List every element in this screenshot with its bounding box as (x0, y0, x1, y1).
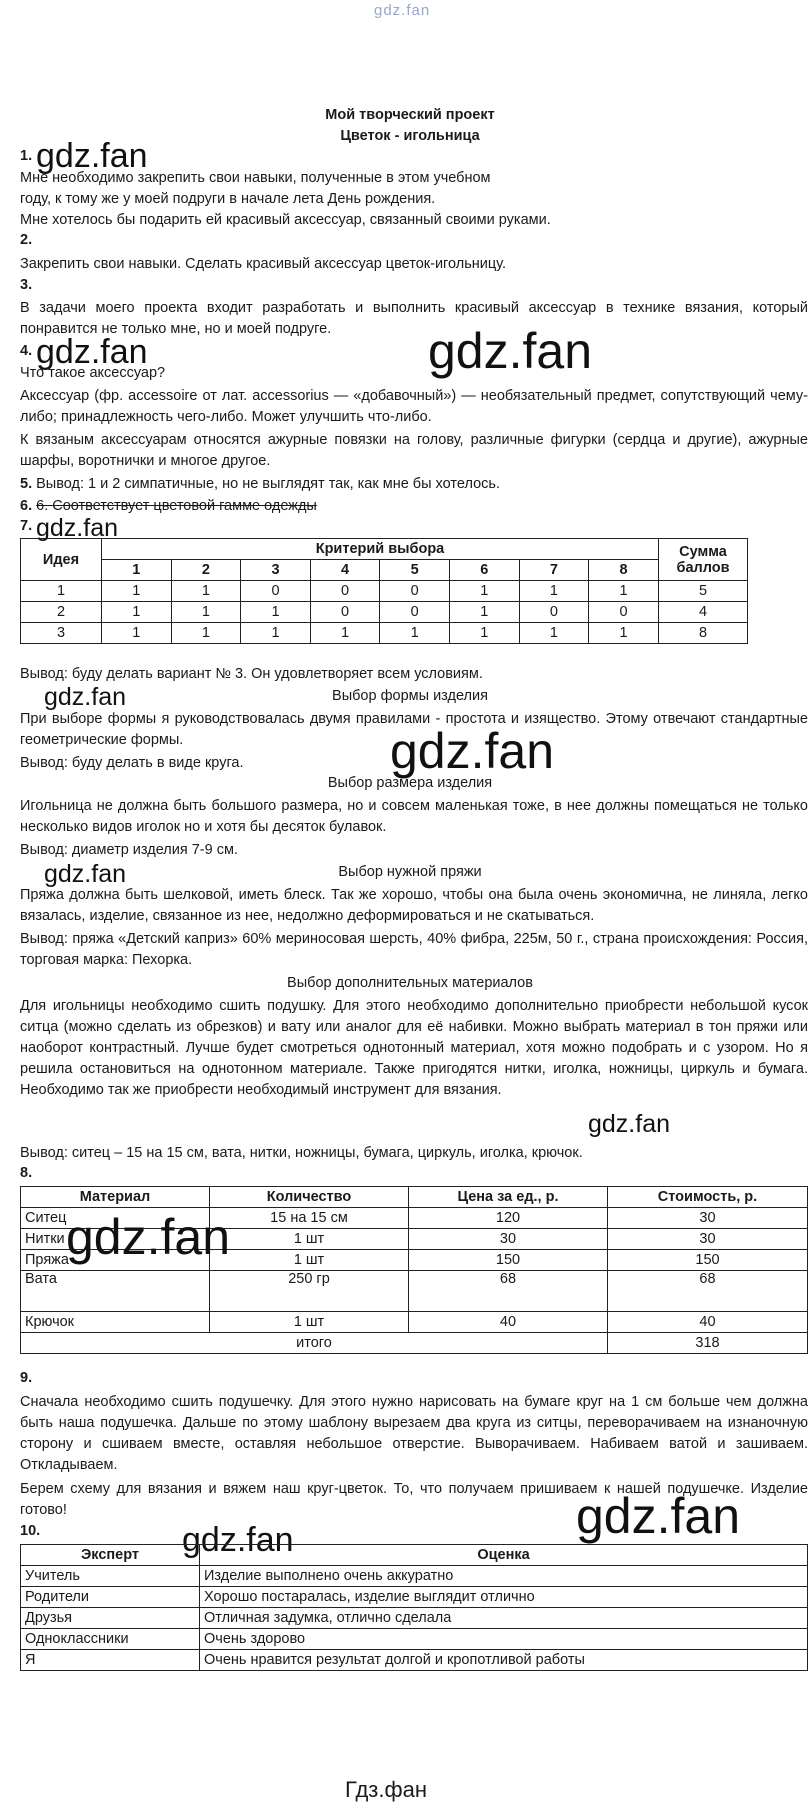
rating-cell: Очень нравится результат долгой и кропотливой работы (200, 1650, 808, 1671)
criteria-number: 3 (241, 560, 311, 581)
rating-cell: Очень здорово (200, 1629, 808, 1650)
evaluation-table (20, 1544, 808, 1671)
project-title: Мой творческий проект (325, 107, 495, 123)
section-1-line: году, к тому же у моей подруги в начале лета День рождения. (20, 191, 436, 207)
evaluation-header: Эксперт (21, 1545, 200, 1566)
score-cell: 1 (519, 623, 589, 644)
total-label: итого (21, 1333, 608, 1354)
criteria-number: 5 (380, 560, 450, 581)
score-cell: 1 (449, 581, 519, 602)
section-4-paragraph: Аксессуар (фр. accessoire от лат. accessorius — «добавочный») — необязательный предмет, сопутствующий чему-либо; принадлежность чего-либо. Может улучшить что-либо. (20, 388, 808, 425)
section-1-line: Мне необходимо закрепить свои навыки, полученные в этом учебном (20, 170, 491, 186)
material-price: 150 (409, 1250, 608, 1271)
criteria-number: 7 (519, 560, 589, 581)
material-name: Вата (21, 1271, 210, 1312)
section-7-conclusion: Вывод: буду делать вариант № 3. Он удовлетворяет всем условиям. (20, 666, 483, 682)
material-price: 120 (409, 1208, 608, 1229)
table-row (21, 1312, 808, 1333)
form-conclusion: Вывод: буду делать в виде круга. (20, 755, 244, 771)
idea-cell: 3 (21, 623, 102, 644)
material-cost: 68 (608, 1271, 808, 1312)
table-row (21, 1271, 808, 1312)
materials-header: Цена за ед., р. (409, 1187, 608, 1208)
criteria-number: 4 (310, 560, 380, 581)
material-quantity: 1 шт (210, 1250, 409, 1271)
size-text: Игольница не должна быть большого размера, но и совсем маленькая тоже, в нее должны помещаться не только несколько видов иголок но и хотя бы десяток булавок. (20, 798, 808, 835)
score-cell: 0 (241, 581, 311, 602)
material-price: 30 (409, 1229, 608, 1250)
section-3-text: В задачи моего проекта входит разработать и выполнить красивый аксессуар в технике вязания, который понравится не только мне, но и моей подруге. (20, 300, 808, 337)
section-5-number: 5. (20, 476, 33, 492)
table-row (21, 581, 748, 602)
watermark: gdz.fan (182, 1521, 294, 1559)
section-4-paragraph: К вязаным аксессуарам относятся ажурные повязки на голову, различные фигурки (сердца и другие), ажурные шарфы, воротнички и многое другое. (20, 432, 808, 469)
expert-cell: Одноклассники (21, 1629, 200, 1650)
criteria-header-criteria: Критерий выбора (102, 539, 659, 560)
watermark: gdz.fan (36, 333, 148, 371)
score-cell: 1 (519, 581, 589, 602)
section-5-line (20, 474, 808, 495)
table-row (21, 1587, 808, 1608)
materials-header: Материал (21, 1187, 210, 1208)
criteria-table (20, 538, 748, 644)
material-name: Пряжа (21, 1250, 210, 1271)
score-cell: 1 (102, 623, 172, 644)
score-cell: 0 (519, 602, 589, 623)
watermark: gdz.fan (588, 1110, 671, 1138)
sum-cell: 4 (659, 602, 748, 623)
score-cell: 0 (310, 581, 380, 602)
total-value: 318 (608, 1333, 808, 1354)
section-9-number: 9. (20, 1370, 33, 1386)
yarn-conclusion: Вывод: пряжа «Детский каприз» 60% мериносовая шерсть, 40% фибра, 225м, 50 г., страна происхождения: Россия, торговая марка: Пехорка. (20, 931, 808, 968)
criteria-number: 8 (589, 560, 659, 581)
criteria-number: 2 (171, 560, 241, 581)
sum-cell: 8 (659, 623, 748, 644)
score-cell: 1 (102, 602, 172, 623)
material-cost: 30 (608, 1208, 808, 1229)
material-quantity: 1 шт (210, 1229, 409, 1250)
watermark: gdz.fan (44, 860, 127, 888)
section-4-question: Что такое аксессуар? (20, 365, 166, 381)
score-cell: 1 (310, 623, 380, 644)
table-row (21, 1650, 808, 1671)
score-cell: 0 (380, 581, 450, 602)
table-row (21, 1629, 808, 1650)
watermark: gdz.fan (36, 514, 119, 542)
materials-heading: Выбор дополнительных материалов (287, 975, 533, 991)
yarn-heading: Выбор нужной пряжи (338, 864, 482, 880)
score-cell: 0 (589, 602, 659, 623)
material-quantity: 250 гр (210, 1271, 409, 1312)
watermark: gdz.fan (390, 723, 555, 779)
score-cell: 1 (589, 623, 659, 644)
criteria-number: 1 (102, 560, 172, 581)
criteria-header-idea: Идея (21, 539, 102, 581)
expert-cell: Друзья (21, 1608, 200, 1629)
section-10-number: 10. (20, 1523, 41, 1539)
evaluation-header: Оценка (200, 1545, 808, 1566)
table-row (21, 1566, 808, 1587)
material-price: 68 (409, 1271, 608, 1312)
form-text: При выборе формы я руководствовалась двумя правилами - простота и изящество. Этому отвечают стандартные геометрические формы. (20, 711, 808, 748)
section-6-line (20, 496, 808, 517)
materials-header: Стоимость, р. (608, 1187, 808, 1208)
materials-header: Количество (210, 1187, 409, 1208)
idea-cell: 1 (21, 581, 102, 602)
watermark: gdz.fan (44, 683, 127, 711)
score-cell: 1 (171, 602, 241, 623)
size-heading: Выбор размера изделия (327, 775, 493, 791)
footer-site-name: Гдз.фан (345, 1777, 427, 1802)
section-9-paragraph: Сначала необходимо сшить подушечку. Для этого нужно нарисовать на бумаге круг на 1 см больше чем должна быть наша подушечка. Дальше по этому шаблону вырезаем два круга из ситцы, переворачиваем на изнаночную сторону и сшиваем вместе, оставляя небольшое отверстие. Выворачиваем. Набиваем ватой и зашиваем. Откладываем. (20, 1394, 808, 1473)
rating-cell: Отличная задумка, отлично сделала (200, 1608, 808, 1629)
table-row (21, 602, 748, 623)
rating-cell: Хорошо постаралась, изделие выглядит отлично (200, 1587, 808, 1608)
section-9-paragraph: Берем схему для вязания и вяжем наш круг-цветок. То, что получаем пришиваем к нашей подушечке. Изделие готово! (20, 1481, 808, 1518)
score-cell: 0 (380, 602, 450, 623)
material-cost: 150 (608, 1250, 808, 1271)
size-conclusion: Вывод: диаметр изделия 7-9 см. (20, 842, 238, 858)
material-name: Крючок (21, 1312, 210, 1333)
sum-cell: 5 (659, 581, 748, 602)
section-1-line: Мне хотелось бы подарить ей красивый аксессуар, связанный своими руками. (20, 212, 551, 228)
materials-conclusion: Вывод: ситец – 15 на 15 см, вата, нитки, ножницы, бумага, циркуль, иголка, крючок. (20, 1145, 583, 1161)
material-cost: 30 (608, 1229, 808, 1250)
section-7-number: 7. (20, 518, 33, 534)
score-cell: 1 (171, 581, 241, 602)
score-cell: 1 (589, 581, 659, 602)
section-4-number: 4. (20, 343, 33, 359)
material-name: Ситец (21, 1208, 210, 1229)
expert-cell: Я (21, 1650, 200, 1671)
section-1-number: 1. (20, 148, 33, 164)
score-cell: 1 (449, 602, 519, 623)
expert-cell: Учитель (21, 1566, 200, 1587)
watermark: gdz.fan (36, 137, 148, 175)
section-2-number: 2. (20, 232, 33, 248)
materials-text: Для игольницы необходимо сшить подушку. Для этого необходимо дополнительно приобрести небольшой кусок ситца (можно сделать из обрезков) и вату или аналог для её набивки. Можно выбрать материал в тон пряжи или наоборот контрастный. Лучше будет смотреться однотонный материал, хотя можно подобрать и с узором. Но я решила остановиться на однотонном материале. Также пригодятся нитки, иголка, ножницы, циркуль и бумага. Необходимо так же приобрести необходимый инструмент для вязания. (20, 998, 808, 1098)
table-row (21, 1333, 808, 1354)
criteria-header-sum: Сумма баллов (659, 539, 748, 581)
site-logo-top: gdz.fan (374, 2, 431, 19)
section-8-number: 8. (20, 1165, 33, 1181)
table-row (21, 1608, 808, 1629)
section-6-number: 6. (20, 498, 33, 514)
section-2-text: Закрепить свои навыки. Сделать красивый аксессуар цветок-игольницу. (20, 256, 507, 272)
section-5-text: Вывод: 1 и 2 симпатичные, но не выглядят так, как мне бы хотелось. (36, 476, 500, 492)
score-cell: 1 (102, 581, 172, 602)
section-1-text (20, 168, 808, 231)
material-name: Нитки (21, 1229, 210, 1250)
score-cell: 1 (241, 602, 311, 623)
score-cell: 1 (241, 623, 311, 644)
score-cell: 0 (310, 602, 380, 623)
rating-cell: Изделие выполнено очень аккуратно (200, 1566, 808, 1587)
project-subtitle: Цветок - игольница (340, 128, 480, 144)
criteria-number: 6 (449, 560, 519, 581)
score-cell: 1 (449, 623, 519, 644)
score-cell: 1 (380, 623, 450, 644)
section-6-text: 6. Соответствует цветовой гамме одежды (36, 498, 317, 514)
material-cost: 40 (608, 1312, 808, 1333)
form-heading: Выбор формы изделия (332, 688, 488, 704)
material-quantity: 15 на 15 см (210, 1208, 409, 1229)
watermark: gdz.fan (428, 323, 593, 379)
material-quantity: 1 шт (210, 1312, 409, 1333)
yarn-text: Пряжа должна быть шелковой, иметь блеск. Так же хорошо, чтобы она была очень экономична, не линяла, легко вязалась, изделие, связанное из нее, недолжно деформироваться и не скатываться. (20, 887, 808, 924)
watermark: gdz.fan (66, 1209, 231, 1265)
section-3-number: 3. (20, 277, 33, 293)
expert-cell: Родители (21, 1587, 200, 1608)
watermark: gdz.fan (576, 1488, 741, 1544)
material-price: 40 (409, 1312, 608, 1333)
table-row (21, 623, 748, 644)
idea-cell: 2 (21, 602, 102, 623)
score-cell: 1 (171, 623, 241, 644)
